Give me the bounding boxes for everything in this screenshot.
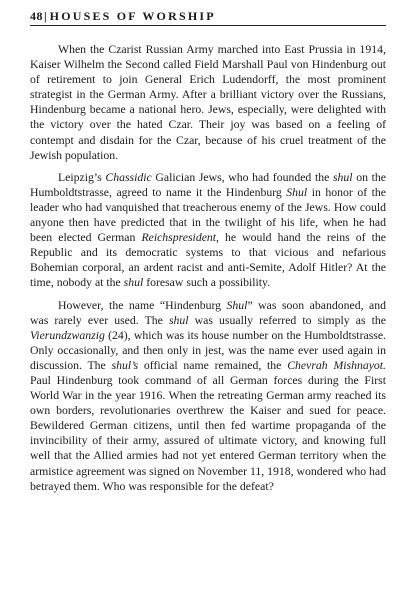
body-text: [30, 42, 386, 494]
text-run: foresaw such a possibility.: [143, 276, 271, 290]
italic-text-run: shul’s: [111, 358, 139, 372]
text-run: in honor of the leader who had vanquished that treacherous enemy of the Jews. How could anyone then have predicted that in the twilight of his life, when he had been elected German: [30, 185, 386, 245]
text-run: was usually referred to simply as the: [188, 313, 386, 327]
page-number: 48: [30, 9, 43, 23]
italic-text-run: shul: [332, 170, 353, 184]
header-separator: |: [44, 9, 47, 23]
text-run: Paul Hindenburg took command of all German forces during the First World War in the year 1916. When the retreating German army reached its own borders, revolutionaries overthrew the Kaiser and sued for peace. Bewildered German citizens, until then fed wartime propaganda of the invincibility of their army, assured of ultimate victory, and knowing full well that the Allied armies had not yet entered German territory when the armistice agreement was signed on November 11, 1918, wondered who had betrayed them. Who was responsible for the defeat?: [30, 373, 386, 493]
italic-text-run: Vierundzwanzig: [30, 328, 105, 342]
text-run: Leipzig’s: [58, 170, 106, 184]
italic-text-run: Chassidic: [105, 170, 152, 184]
italic-text-run: Shul: [286, 185, 308, 199]
text-run: he would hand the reins of the Republic and its democratic systems to that vicious and nefarious Bohemian corporal, an ardent racist and anti-Semite, Adolf Hitler? At the time, nobody at the: [30, 231, 386, 290]
italic-text-run: Shul: [226, 298, 248, 312]
text-run: When the Czarist Russian Army marched into East Prussia in 1914, Kaiser Wilhelm the Second called Field Marshall Paul von Hindenburg out of retirement to join General Erich Ludendorff, the most prominent strategist in the German Army. After a brilliant victory over the Russians, Hindenburg became a national hero. Jews, especially, were delighted with the victory over the hated Czar. Their joy was based on a feeling of contempt and disdain for the Czar, because of his cruel treatment of the Jewish population.: [30, 43, 386, 162]
italic-text-run: shul: [123, 276, 144, 290]
italic-text-run: Chevrah Mishnayot.: [287, 358, 386, 372]
paragraph-1: [30, 42, 386, 163]
text-run: However, the name “Hindenburg: [58, 298, 227, 312]
running-head: [30, 8, 386, 26]
text-run: Galician Jews, who had founded the: [151, 170, 333, 184]
italic-text-run: Reichspresident,: [141, 231, 219, 245]
italic-text-run: shul: [168, 313, 189, 327]
text-run: on the Humboldtstrasse, agreed to name it the Hindenburg: [30, 170, 386, 199]
text-run: (24), which was its house number on the Humboldtstrasse. Only occasionally, and then only in jest, was the name ever used again in discussion. The: [30, 328, 386, 372]
text-run: ” was soon abandoned, and was rarely ever used. The: [30, 298, 386, 327]
book-page: [30, 8, 386, 494]
paragraph-2: [30, 170, 386, 291]
text-run: official name remained, the: [138, 358, 288, 372]
paragraph-3: [30, 298, 386, 494]
running-title: HOUSES OF WORSHIP: [49, 9, 216, 23]
